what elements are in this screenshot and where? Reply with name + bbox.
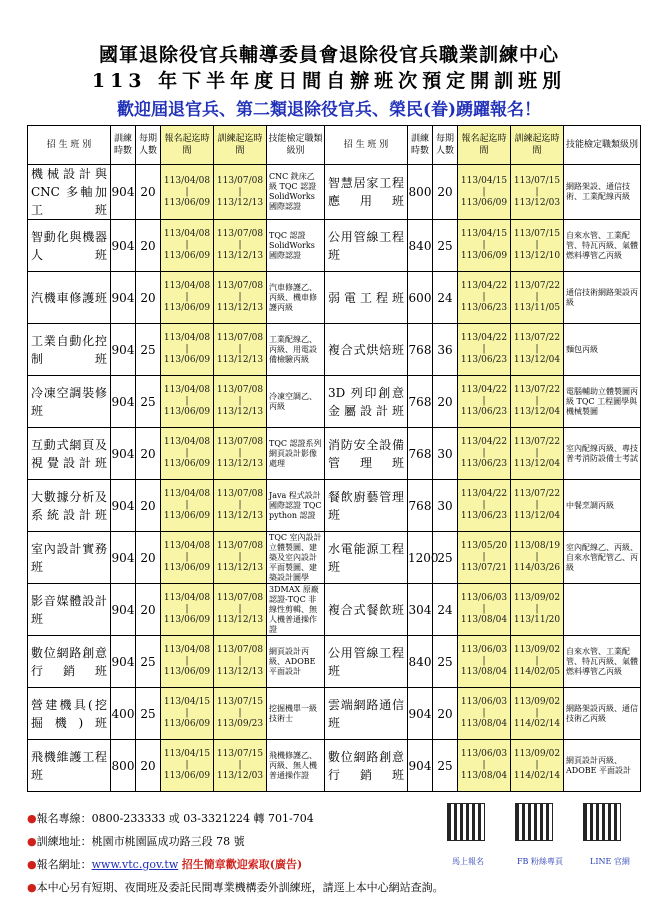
registration-period: 113/04/22 | 113/06/23 [458,480,511,532]
table-row [28,480,641,532]
training-period: 113/07/22 | 113/12/04 [511,428,564,480]
certification: TQC 認證 SolidWorks 國際認證 [267,220,325,272]
registration-period: 113/06/03 | 113/08/04 [458,584,511,636]
phone-line: ●報名專線：0800-233333 或 03-3321224 轉 701-704 [27,812,314,825]
table-header-row [28,126,641,165]
training-hours: 840 [408,220,433,272]
course-name: 大數據分析及系統設計班 [28,480,111,532]
training-hours: 904 [111,480,136,532]
registration-period: 113/04/08 | 113/06/09 [161,532,214,584]
class-size: 25 [136,636,161,688]
page-title: 國軍退除役官兵輔導委員會退除役官兵職業訓練中心 [98,44,559,66]
course-name: 數位網路創意行銷班 [28,636,111,688]
course-name: 室內設計實務班 [28,532,111,584]
training-period: 113/07/22 | 113/12/04 [511,376,564,428]
class-size: 25 [433,532,458,584]
training-hours: 904 [111,220,136,272]
certification: 自來水管、工業配管、特瓦丙級、氣體燃料導管乙丙級 [564,220,641,272]
course-name: 智動化與機器人班 [28,220,111,272]
training-period: 113/09/02 | 114/02/14 [511,688,564,740]
course-name: 弱電工程班 [325,272,408,324]
column-header: 每期人數 [433,126,458,165]
registration-period: 113/04/08 | 113/06/09 [161,584,214,636]
certification: 室內配線乙、丙級、自來水管配管乙、丙級 [564,532,641,584]
class-size: 25 [136,376,161,428]
certification: 自來水管、工業配管、特瓦丙級、氣體燃料導管乙丙級 [564,636,641,688]
registration-period: 113/04/08 | 113/06/09 [161,220,214,272]
certification: 中餐烹調丙級 [564,480,641,532]
training-hours: 904 [111,636,136,688]
course-name: 互動式網頁及視覺設計班 [28,428,111,480]
qr-label-facebook: FB 粉絲專頁 [517,857,563,866]
training-hours: 800 [408,165,433,220]
table-row [28,532,641,584]
web-link[interactable]: www.vtc.gov.tw [91,858,179,871]
training-period: 113/07/08 | 113/12/13 [214,324,267,376]
training-hours: 904 [111,532,136,584]
training-period: 113/07/22 | 113/12/04 [511,480,564,532]
registration-period: 113/04/15 | 113/06/09 [161,740,214,792]
training-hours: 904 [111,324,136,376]
registration-period: 113/04/22 | 113/06/23 [458,428,511,480]
table-row [28,740,641,792]
course-name: 水電能源工程班 [325,532,408,584]
registration-period: 113/06/03 | 113/08/04 [458,740,511,792]
training-period: 113/07/22 | 113/12/04 [511,324,564,376]
note-line: ●本中心另有短期、夜間班及委託民間專業機構委外訓練班，請逕上本中心網站查詢。 [27,881,444,894]
class-size: 30 [433,428,458,480]
training-hours: 904 [111,165,136,220]
table-row [28,324,641,376]
certification: 網路架設、通信技術、工業配線丙級 [564,165,641,220]
course-name: 工業自動化控制班 [28,324,111,376]
course-name: 消防安全設備管理班 [325,428,408,480]
course-name: 飛機維護工程班 [28,740,111,792]
certification: 麵包丙級 [564,324,641,376]
column-header: 訓練起迄時間 [511,126,564,165]
registration-period: 113/04/08 | 113/06/09 [161,165,214,220]
registration-period: 113/04/22 | 113/06/23 [458,376,511,428]
training-period: 113/07/08 | 113/12/13 [214,480,267,532]
training-period: 113/07/15 | 113/09/23 [214,688,267,740]
training-period: 113/07/15 | 113/12/03 [511,165,564,220]
qr-code-register[interactable] [447,803,485,841]
registration-period: 113/04/22 | 113/06/23 [458,324,511,376]
certification: Java 程式設計國際認證 TQC python 認證 [267,480,325,532]
class-size: 20 [136,428,161,480]
registration-period: 113/05/20 | 113/07/21 [458,532,511,584]
table-row [28,688,641,740]
table-row [28,584,641,636]
training-hours: 904 [111,584,136,636]
certification: CNC 銑床乙級 TQC 認證 SolidWorks 國際認證 [267,165,325,220]
training-hours: 904 [408,688,433,740]
class-size: 25 [433,740,458,792]
class-size: 30 [433,480,458,532]
certification: TQC 室內設計立體製圖、建築及室內設計平面製圖、建築設計圖學 [267,532,325,584]
course-name: 冷凍空調裝修班 [28,376,111,428]
course-name: 機械設計與CNC 多軸加工 班 [28,165,111,220]
training-period: 113/09/02 | 114/02/14 [511,740,564,792]
training-period: 113/07/08 | 113/12/13 [214,272,267,324]
class-size: 20 [136,480,161,532]
certification: 網頁設計丙級、ADOBE 平面設計 [564,740,641,792]
table-row [28,428,641,480]
class-size: 24 [433,584,458,636]
certification: 3DMAX 原廠認證-TQC 非線性剪輯、無人機普通操作證 [267,584,325,636]
column-header: 招 生 班 別 [325,126,408,165]
qr-label-line: LINE 官網 [590,857,630,866]
column-header: 每期人數 [136,126,161,165]
training-period: 113/07/08 | 113/12/13 [214,532,267,584]
training-hours: 768 [408,324,433,376]
training-hours: 904 [111,376,136,428]
course-name: 公用管線工程班 [325,220,408,272]
training-hours: 304 [408,584,433,636]
course-name: 公用管線工程班 [325,636,408,688]
class-size: 20 [136,220,161,272]
training-hours: 768 [408,480,433,532]
certification: 通信技術網路架設丙級 [564,272,641,324]
training-hours: 904 [408,740,433,792]
course-name: 複合式餐飲班 [325,584,408,636]
course-name: 餐飲廚藝管理班 [325,480,408,532]
registration-period: 113/04/08 | 113/06/09 [161,428,214,480]
class-size: 20 [136,272,161,324]
course-name: 數位網路創意行銷班 [325,740,408,792]
table-row [28,636,641,688]
class-size: 24 [433,272,458,324]
training-hours: 1200 [408,532,433,584]
certification: 網路架設丙級、通信技術乙丙級 [564,688,641,740]
training-hours: 600 [408,272,433,324]
registration-period: 113/06/03 | 113/08/04 [458,636,511,688]
class-size: 20 [136,532,161,584]
column-header: 技能檢定職類級別 [267,126,325,165]
certification: 飛機修護乙、丙級、無人機普通操作證 [267,740,325,792]
class-size: 20 [136,740,161,792]
registration-period: 113/04/15 | 113/06/09 [161,688,214,740]
course-name: 複合式烘焙班 [325,324,408,376]
qr-code-facebook[interactable] [515,803,553,841]
training-hours: 400 [111,688,136,740]
registration-period: 113/04/08 | 113/06/09 [161,480,214,532]
class-size: 20 [433,165,458,220]
certification: 電腦輔助立體製圖丙級 TQC 工程圖學與機械製圖 [564,376,641,428]
training-hours: 904 [111,272,136,324]
course-name: 影音媒體設計班 [28,584,111,636]
registration-period: 113/04/22 | 113/06/23 [458,272,511,324]
course-table [27,125,641,792]
course-name: 雲端網路通信班 [325,688,408,740]
training-hours: 840 [408,636,433,688]
training-period: 113/07/15 | 113/12/10 [511,220,564,272]
page-subtitle: 113 年下半年度日間自辦班次預定開訓班別 [91,70,567,92]
class-size: 25 [136,324,161,376]
class-size: 36 [433,324,458,376]
training-hours: 768 [408,376,433,428]
training-hours: 800 [111,740,136,792]
column-header: 訓練時數 [408,126,433,165]
table-row [28,376,641,428]
class-size: 20 [433,376,458,428]
course-name: 汽機車修護班 [28,272,111,324]
column-header: 訓練起迄時間 [214,126,267,165]
certification: 工業配線乙、丙級、用電設備檢驗丙級 [267,324,325,376]
training-period: 113/07/08 | 113/12/13 [214,165,267,220]
course-name: 營建機具(挖掘機)班 [28,688,111,740]
column-header: 報名起迄時間 [458,126,511,165]
training-hours: 768 [408,428,433,480]
table-row [28,220,641,272]
training-period: 113/07/08 | 113/12/13 [214,220,267,272]
registration-period: 113/06/03 | 113/08/04 [458,688,511,740]
address-line: ●訓練地址：桃園市桃園區成功路三段 78 號 [27,835,245,848]
registration-period: 113/04/15 | 113/06/09 [458,220,511,272]
certification: 汽車修護乙、丙級、機車修護丙級 [267,272,325,324]
training-period: 113/09/02 | 114/02/05 [511,636,564,688]
training-period: 113/07/22 | 113/11/05 [511,272,564,324]
course-name: 3D 列印創意金屬設計班 [325,376,408,428]
registration-period: 113/04/08 | 113/06/09 [161,636,214,688]
course-name: 智慧居家工程應用班 [325,165,408,220]
column-header: 報名起迄時間 [161,126,214,165]
qr-code-line[interactable] [583,803,621,841]
training-period: 113/09/02 | 113/11/20 [511,584,564,636]
registration-period: 113/04/08 | 113/06/09 [161,324,214,376]
training-period: 113/08/19 | 114/03/26 [511,532,564,584]
registration-period: 113/04/08 | 113/06/09 [161,272,214,324]
certification [564,584,641,636]
training-period: 113/07/08 | 113/12/13 [214,376,267,428]
column-header: 招 生 班 別 [28,126,111,165]
column-header: 訓練時數 [111,126,136,165]
training-period: 113/07/08 | 113/12/13 [214,636,267,688]
web-line: ●報名網址：www.vtc.gov.tw 招生簡章歡迎索取(廣告) [27,858,303,871]
certification: TQC 認證系列網頁設計影像處理 [267,428,325,480]
class-size: 20 [136,165,161,220]
training-period: 113/07/15 | 113/12/03 [214,740,267,792]
table-row [28,272,641,324]
certification: 挖掘機單一級技術士 [267,688,325,740]
training-hours: 904 [111,428,136,480]
class-size: 25 [136,688,161,740]
class-size: 20 [433,688,458,740]
certification: 室內配線丙級、專技普考消防設備士考試 [564,428,641,480]
class-size: 20 [136,584,161,636]
class-size: 25 [433,636,458,688]
registration-period: 113/04/08 | 113/06/09 [161,376,214,428]
qr-label-register: 馬上報名 [452,857,484,866]
registration-period: 113/04/15 | 113/06/09 [458,165,511,220]
training-period: 113/07/08 | 113/12/13 [214,584,267,636]
certification: 網頁設計丙級、ADOBE 平面設計 [267,636,325,688]
class-size: 25 [433,220,458,272]
training-period: 113/07/08 | 113/12/13 [214,428,267,480]
column-header: 技能檢定職類級別 [564,126,641,165]
certification: 冷凍空調乙、丙級 [267,376,325,428]
table-row [28,165,641,220]
slogan: 歡迎屆退官兵、第二類退除役官兵、榮民(眷)踴躍報名！ [116,100,542,120]
